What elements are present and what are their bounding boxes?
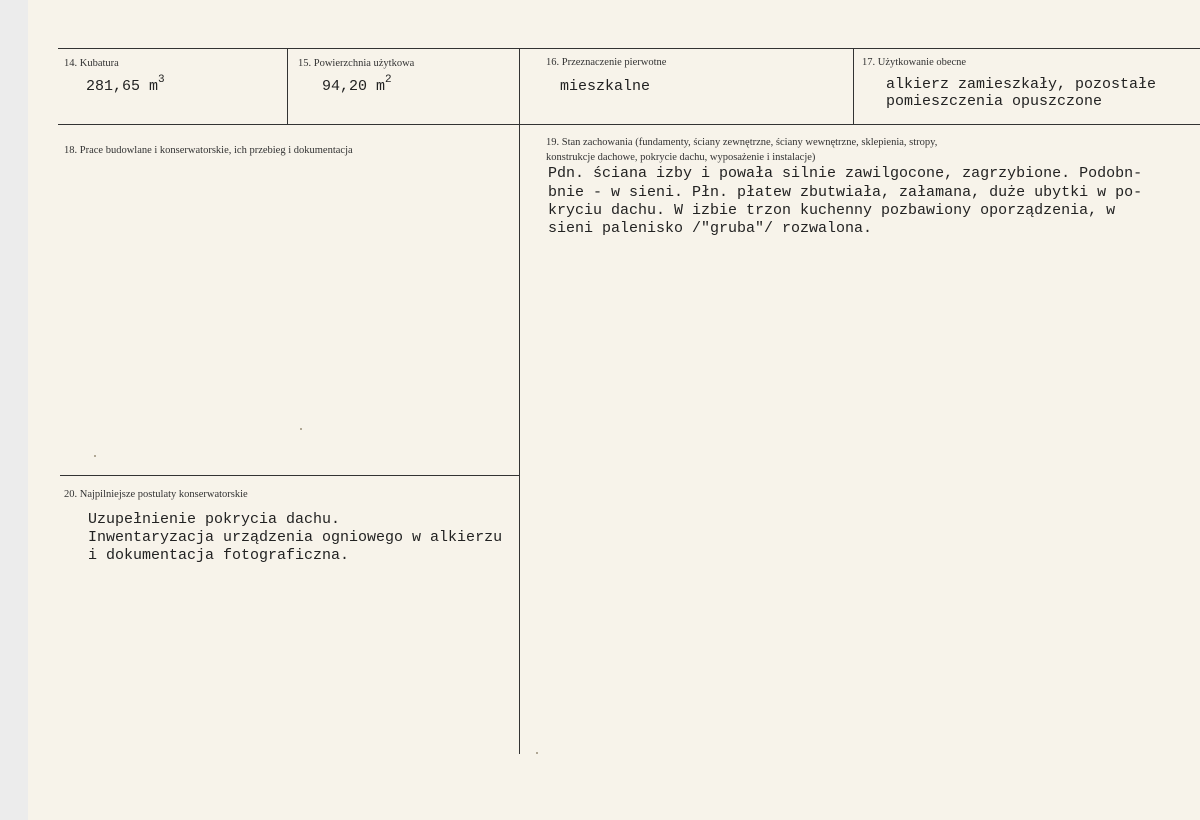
kubatura-exponent: 3 <box>158 74 165 86</box>
divider-14-15 <box>287 48 288 124</box>
prace-label: 18. Prace budowlane i konserwatorskie, ich przebieg i dokumentacja <box>64 145 353 156</box>
postulaty-line-2: Inwentaryzacja urządzenia ogniowego w alkierzu <box>88 529 503 546</box>
divider-15-16 <box>519 48 520 124</box>
postulaty-line-1: Uzupełnienie pokrycia dachu. <box>88 511 341 528</box>
postulaty-top-rule <box>60 475 520 476</box>
kubatura-label: 14. Kubatura <box>64 58 119 69</box>
powierzchnia-number: 94,20 m <box>322 78 386 95</box>
paper-speck <box>536 752 538 754</box>
paper-speck <box>94 455 96 457</box>
top-rule <box>58 48 1200 49</box>
kubatura-number: 281,65 m <box>86 78 159 95</box>
divider-16-17 <box>853 48 854 124</box>
record-card <box>28 0 1200 820</box>
przeznaczenie-label: 16. Przeznaczenie pierwotne <box>546 57 667 68</box>
uzytkowanie-line-1: alkierz zamieszkały, pozostałe <box>886 76 1157 93</box>
stan-line-4: sieni palenisko /"gruba"/ rozwalona. <box>548 220 873 237</box>
kubatura-value <box>86 74 165 97</box>
paper-speck <box>300 428 302 430</box>
stan-line-1: Pdn. ściana izby i powała silnie zawilgocone, zagrzybione. Podobn- <box>548 165 1143 182</box>
stan-line-2: bnie - w sieni. Płn. płatew zbutwiała, załamana, duże ubytki w po- <box>548 184 1143 201</box>
uzytkowanie-line-2: pomieszczenia opuszczone <box>886 93 1103 110</box>
powierzchnia-label: 15. Powierzchnia użytkowa <box>298 58 415 69</box>
divider-18-19 <box>519 124 520 754</box>
stan-label-line-2: konstrukcje dachowe, pokrycie dachu, wyposażenie i instalacje) <box>546 152 816 163</box>
stan-label-line-1: 19. Stan zachowania (fundamenty, ściany zewnętrzne, ściany wewnętrzne, sklepienia, stropy, <box>546 137 938 148</box>
scan-margin <box>0 0 28 820</box>
uzytkowanie-label: 17. Użytkowanie obecne <box>862 57 967 68</box>
row1-bottom-rule <box>58 124 1200 125</box>
powierzchnia-exponent: 2 <box>385 74 392 86</box>
postulaty-line-3: i dokumentacja fotograficzna. <box>88 547 350 564</box>
stan-line-3: kryciu dachu. W izbie trzon kuchenny pozbawiony oporządzenia, w <box>548 202 1116 219</box>
powierzchnia-value <box>322 74 392 97</box>
przeznaczenie-value: mieszkalne <box>560 78 651 95</box>
postulaty-label: 20. Najpilniejsze postulaty konserwatorskie <box>64 489 248 500</box>
